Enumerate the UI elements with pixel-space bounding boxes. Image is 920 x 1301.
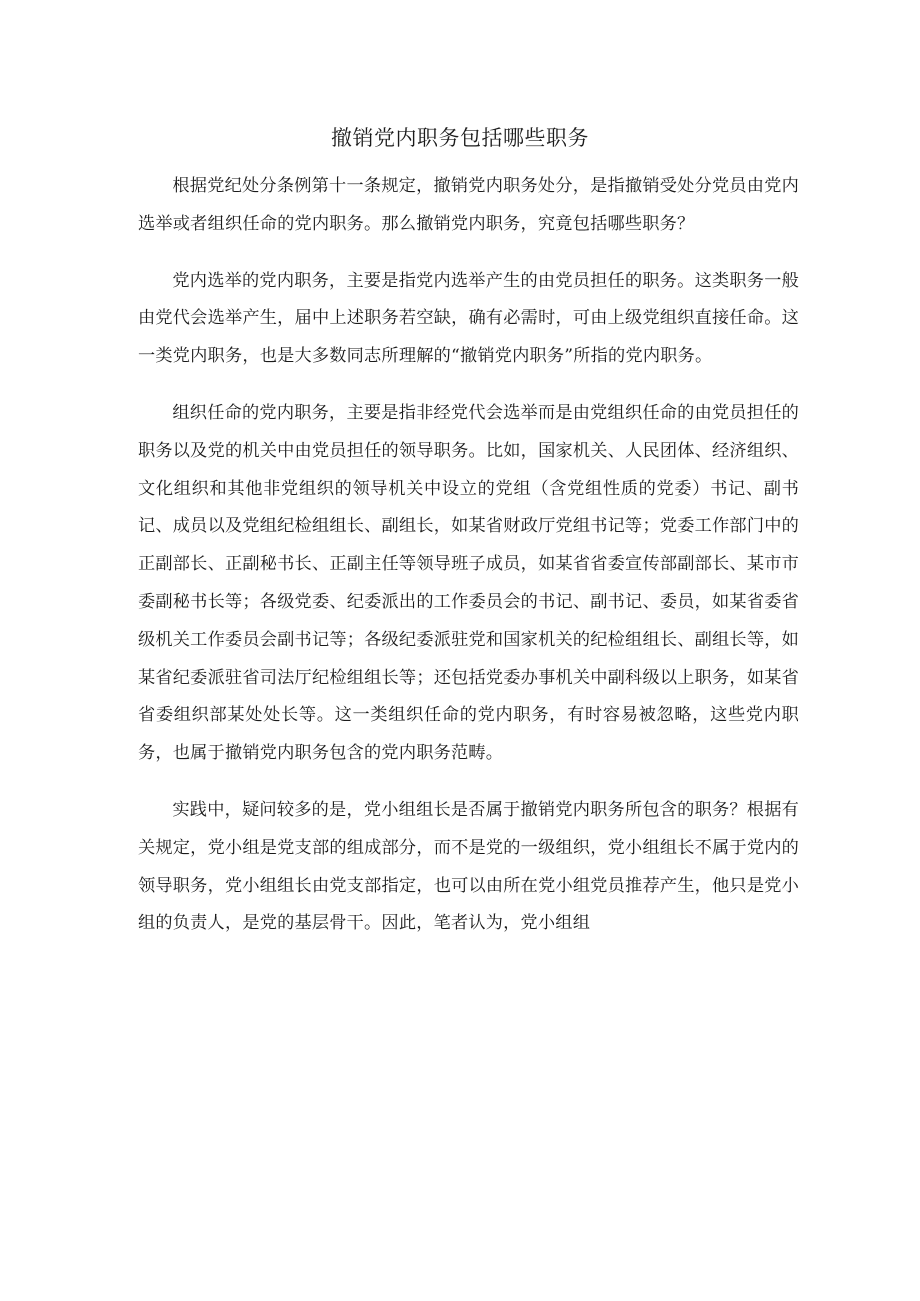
paragraph-group-leader: 实践中，疑问较多的是，党小组组长是否属于撤销党内职务所包含的职务？根据有关规定，党小组是党支部的组成部分，而不是党的一级组织，党小组组长不属于党内的领导职务，党小组组长由党支部指定，也可以由所在党小组党员推荐产生，他只是党小组的负责人，是党的基层骨干。因此，笔者认为，党小组组 [138, 799, 799, 934]
paragraph-intro: 根据党纪处分条例第十一条规定，撤销党内职务处分，是指撤销受处分党员由党内选举或者组织任命的党内职务。那么撤销党内职务，究竟包括哪些职务？ [138, 176, 799, 234]
page-title: 撤销党内职务包括哪些职务 [331, 126, 589, 150]
paragraph-elected-posts: 党内选举的党内职务，主要是指党内选举产生的由党员担任的职务。这类职务一般由党代会选举产生，届中上述职务若空缺，确有必需时，可由上级党组织直接任命。这一类党内职务，也是大多数同志所理解的“撤销党内职务”所指的党内职务。 [138, 270, 799, 367]
document-body [138, 168, 799, 962]
paragraph-appointed-posts: 组织任命的党内职务，主要是指非经党代会选举而是由党组织任命的由党员担任的职务以及党的机关中由党员担任的领导职务。比如，国家机关、人民团体、经济组织、文化组织和其他非党组织的领导机关中设立的党组（含党组性质的党委）书记、副书记、成员以及党组纪检组组长、副组长，如某省财政厅党组书记等；党委工作部门中的正副部长、正副秘书长、正副主任等领导班子成员，如某省省委宣传部副部长、某市市委副秘书长等；各级党委、纪委派出的工作委员会的书记、副书记、委员，如某省委省级机关工作委员会副书记等；各级纪委派驻党和国家机关的纪检组组长、副组长等，如某省纪委派驻省司法厅纪检组组长等；还包括党委办事机关中副科级以上职务，如某省省委组织部某处处长等。这一类组织任命的党内职务，有时容易被忽略，这些党内职务，也属于撤销党内职务包含的党内职务范畴。 [138, 402, 799, 764]
